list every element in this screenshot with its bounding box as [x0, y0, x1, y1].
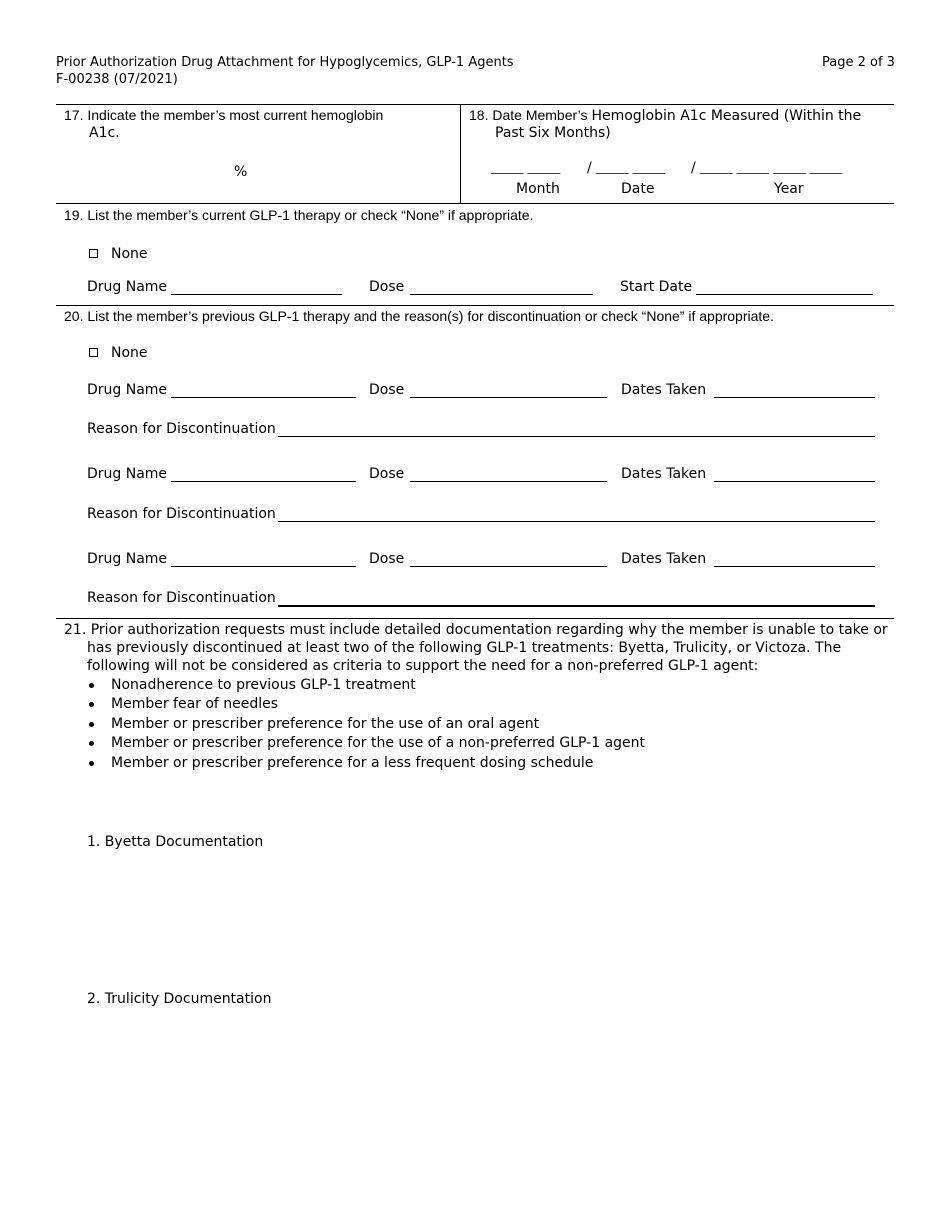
q17-label-cont: A1c.	[89, 125, 120, 141]
q20-dose-input-1[interactable]	[410, 397, 607, 398]
q19-drug-name-input[interactable]	[171, 294, 342, 295]
q20-dates-taken-label: Dates Taken	[621, 382, 707, 398]
q19-start-date-label: Start Date	[620, 279, 693, 295]
q20-drug-name-input-1[interactable]	[171, 397, 356, 398]
q18-label-cont: Past Six Months)	[495, 125, 611, 141]
q20-drug-name-input-2[interactable]	[171, 481, 356, 482]
q20-dose-label: Dose	[369, 466, 405, 482]
month-label: Month	[516, 181, 560, 197]
date-slash-2: /	[691, 160, 696, 176]
q18-label	[469, 107, 861, 124]
q20-dates-taken-input-3[interactable]	[714, 566, 875, 567]
year-label: Year	[774, 181, 804, 197]
q20-dose-input-2[interactable]	[410, 481, 607, 482]
q19-dose-label: Dose	[369, 279, 405, 295]
section-divider	[56, 618, 894, 619]
q21-bullet-item: Nonadherence to previous GLP-1 treatment	[111, 677, 416, 693]
bullet-icon	[89, 741, 94, 746]
q20-reason-input-1[interactable]	[278, 436, 875, 437]
q21-text-line1: 21. Prior authorization requests must include detailed documentation regarding why the member is unable to take or	[64, 622, 888, 638]
q20-none-checkbox[interactable]	[89, 348, 98, 357]
q18-label-b: Hemoglobin A1c Measured (Within the	[591, 108, 862, 124]
date-input[interactable]: _____ _____	[596, 160, 666, 175]
page-number: Page 2 of 3	[822, 55, 895, 70]
q20-dose-label: Dose	[369, 551, 405, 567]
q20-drug-name-label: Drug Name	[87, 466, 168, 482]
q21-text-line2: has previously discontinued at least two of the following GLP-1 treatments: Byetta, Trulicity, or Victoza. The	[87, 640, 842, 656]
q20-dates-taken-label: Dates Taken	[621, 551, 707, 567]
q20-none-label: None	[111, 345, 148, 361]
q20-reason-input-2[interactable]	[278, 521, 875, 522]
form-number: F-00238 (07/2021)	[56, 72, 178, 87]
q21-bullet-item: Member or prescriber preference for a less frequent dosing schedule	[111, 755, 594, 771]
year-input[interactable]: _____ _____ _____ _____	[700, 160, 843, 175]
q19-none-checkbox[interactable]	[89, 249, 98, 258]
q17-label: 17. Indicate the member’s most current hemoglobin	[64, 107, 384, 123]
q20-drug-name-label: Drug Name	[87, 551, 168, 567]
column-divider	[460, 104, 461, 204]
q21-bullet-item: Member fear of needles	[111, 696, 279, 712]
section-divider	[56, 104, 894, 105]
q18-label-a: 18. Date Member’s	[469, 107, 592, 123]
section-divider	[56, 305, 894, 306]
date-slash-1: /	[587, 160, 592, 176]
q20-dates-taken-input-1[interactable]	[714, 397, 875, 398]
bullet-icon	[89, 702, 94, 707]
q21-bullet-item: Member or prescriber preference for the use of a non-preferred GLP-1 agent	[111, 735, 646, 751]
q20-dose-input-3[interactable]	[410, 566, 607, 567]
form-title: Prior Authorization Drug Attachment for Hypoglycemics, GLP-1 Agents	[56, 55, 514, 70]
q20-reason-label: Reason for Discontinuation	[87, 590, 276, 606]
q19-dose-input[interactable]	[410, 294, 593, 295]
q21-text-line3: following will not be considered as criteria to support the need for a non-preferred GLP-1 agent:	[87, 658, 759, 674]
bullet-icon	[89, 722, 94, 727]
q20-drug-name-label: Drug Name	[87, 382, 168, 398]
q17-percent-unit: %	[234, 164, 248, 180]
q21-bullet-item: Member or prescriber preference for the use of an oral agent	[111, 716, 540, 732]
q20-dose-label: Dose	[369, 382, 405, 398]
date-label: Date	[621, 181, 655, 197]
month-input[interactable]: _____ _____	[491, 160, 561, 175]
q20-label: 20. List the member’s previous GLP-1 therapy and the reason(s) for discontinuation or check “None” if appropriate.	[64, 308, 774, 324]
trulicity-documentation-input[interactable]	[87, 1013, 875, 1163]
q19-label: 19. List the member’s current GLP-1 therapy or check “None” if appropriate.	[64, 207, 534, 223]
section-divider	[56, 203, 894, 204]
q19-start-date-input[interactable]	[696, 294, 873, 295]
q19-drug-name-label: Drug Name	[87, 279, 168, 295]
trulicity-documentation-label: 2. Trulicity Documentation	[87, 991, 272, 1007]
byetta-documentation-label: 1. Byetta Documentation	[87, 834, 264, 850]
q20-reason-label: Reason for Discontinuation	[87, 421, 276, 437]
q20-reason-label: Reason for Discontinuation	[87, 506, 276, 522]
q20-dates-taken-label: Dates Taken	[621, 466, 707, 482]
q20-reason-input-3[interactable]	[278, 605, 875, 607]
bullet-icon	[89, 683, 94, 688]
hemoglobin-a1c-input[interactable]	[100, 160, 230, 180]
q20-drug-name-input-3[interactable]	[171, 566, 356, 567]
q19-none-label: None	[111, 246, 148, 262]
bullet-icon	[89, 761, 94, 766]
byetta-documentation-input[interactable]	[87, 856, 875, 976]
q20-dates-taken-input-2[interactable]	[714, 481, 875, 482]
